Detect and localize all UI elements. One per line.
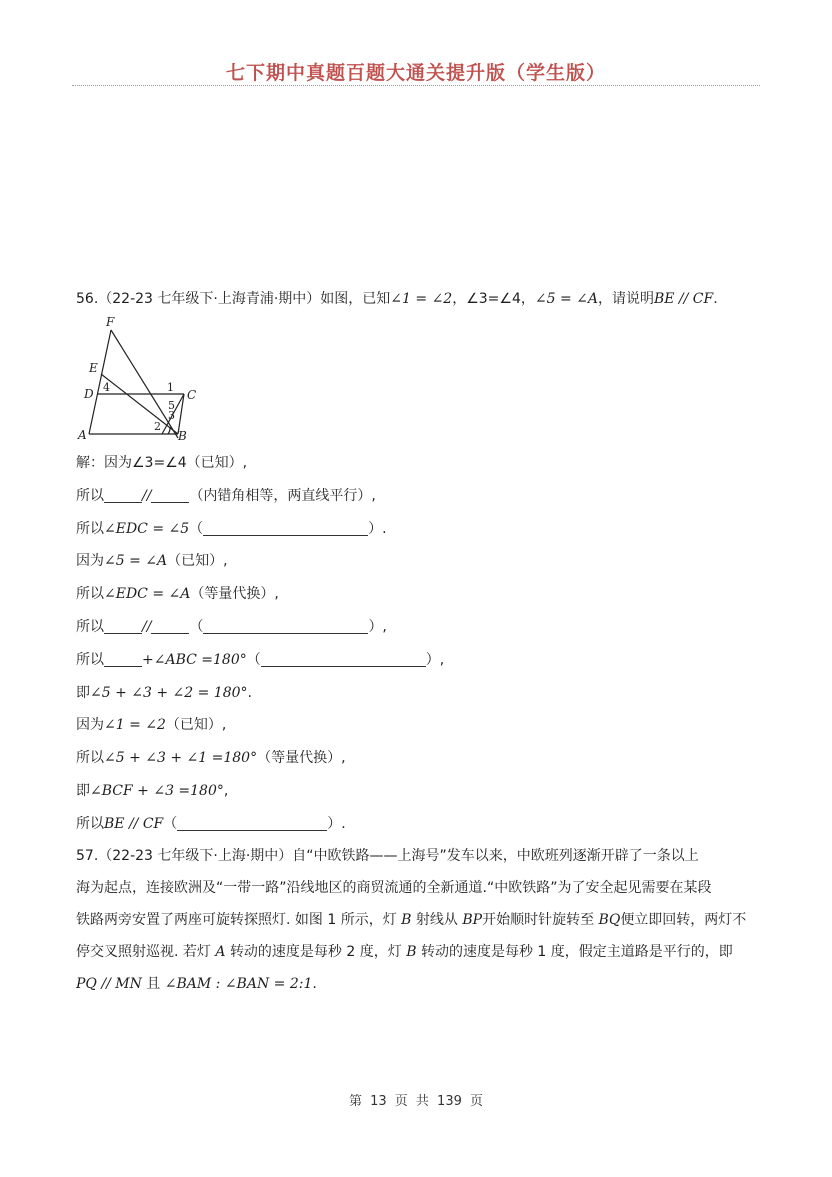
angle-label-4: 4 xyxy=(103,381,110,394)
s8-prefix: 即 xyxy=(76,685,90,701)
label-B: B xyxy=(178,429,187,443)
s7-open: （ xyxy=(246,652,261,668)
answer-blank[interactable] xyxy=(104,487,142,503)
s11-prefix: 即 xyxy=(76,783,90,799)
q57-l4-c: 转动的速度是每秒 2 度，灯 xyxy=(229,944,402,960)
s12-prefix: 所以 xyxy=(76,816,104,832)
s8-suffix: . xyxy=(247,685,252,701)
s12-close: ）. xyxy=(327,816,346,832)
s2-suffix: （内错角相等，两直线平行）, xyxy=(189,488,376,504)
answer-blank[interactable] xyxy=(151,487,189,503)
page-header-title: 七下期中真题百题大通关提升版（学生版） xyxy=(225,62,606,84)
q57-l4-d: B xyxy=(406,944,417,960)
s3-open: （ xyxy=(189,521,204,537)
q57-l4-a: 停交叉照射巡视. 若灯 xyxy=(76,944,211,960)
solution-line-9 xyxy=(76,715,226,735)
label-C: C xyxy=(187,388,197,402)
s7-close: ）, xyxy=(425,652,445,668)
s2-prefix: 所以 xyxy=(76,488,104,504)
q57-l5-a: PQ // MN xyxy=(76,976,142,992)
answer-blank[interactable] xyxy=(104,618,142,634)
s8-math: ∠5 + ∠3 + ∠2 = 180° xyxy=(90,685,248,701)
q56-given-1: ∠1 = ∠2 xyxy=(390,291,453,307)
label-F: F xyxy=(106,316,115,329)
s10-prefix: 所以 xyxy=(76,750,104,766)
q56-sep-1: ， xyxy=(452,291,467,307)
s11-math: ∠BCF + ∠3 =180° xyxy=(90,783,224,799)
s9-math: ∠1 = ∠2 xyxy=(104,717,166,733)
q57-l3-f: BQ xyxy=(598,912,621,928)
answer-blank[interactable] xyxy=(261,651,426,667)
q57-line-5 xyxy=(76,968,766,1000)
s12-math: BE // CF xyxy=(104,816,164,832)
solution-line-4 xyxy=(76,551,228,571)
q57-line-4 xyxy=(76,936,766,968)
answer-blank[interactable] xyxy=(203,520,368,536)
q56-stem xyxy=(76,289,718,309)
label-A: A xyxy=(78,428,87,442)
s3-close: ）. xyxy=(368,521,387,537)
s4-math: ∠5 = ∠A xyxy=(104,553,168,569)
s5-math: ∠EDC = ∠A xyxy=(104,586,191,602)
angle-label-1: 1 xyxy=(167,381,174,394)
answer-blank[interactable] xyxy=(203,618,368,634)
q57-line-2: 海为起点，连接欧洲及“一带一路”沿线地区的商贸流通的全新通道.“中欧铁路”为了安全起见需要在某段 xyxy=(76,880,712,896)
angle-label-3: 3 xyxy=(168,409,175,422)
s4-prefix: 因为 xyxy=(76,553,104,569)
q57-l5-b: 且 xyxy=(146,976,161,992)
q57-l3-b: B xyxy=(401,912,412,928)
q57-line-3 xyxy=(76,904,766,936)
s3-prefix: 所以 xyxy=(76,521,104,537)
q57-l5-d: . xyxy=(312,976,317,992)
s5-prefix: 所以 xyxy=(76,586,104,602)
q57-paragraph xyxy=(76,840,766,1000)
s11-suffix: , xyxy=(223,783,229,799)
q56-target: BE // CF xyxy=(653,291,714,307)
solution-line-11 xyxy=(76,781,228,801)
solution-line-5 xyxy=(76,584,279,604)
s6-open: （ xyxy=(189,619,204,635)
label-E: E xyxy=(89,361,98,375)
answer-blank[interactable] xyxy=(104,651,142,667)
geometry-figure xyxy=(70,316,210,446)
s10-math: ∠5 + ∠3 + ∠1 =180° xyxy=(104,750,258,766)
q57-l3-e: 开始顺时针旋转至 xyxy=(482,912,595,928)
solution-line-2 xyxy=(76,486,376,506)
s6-close: ）, xyxy=(368,619,387,635)
s10-suffix: （等量代换）, xyxy=(257,750,346,766)
solution-line-3 xyxy=(76,519,387,539)
solution-line-8 xyxy=(76,683,252,703)
solution-line-7 xyxy=(76,650,444,670)
answer-blank[interactable] xyxy=(151,618,189,634)
q56-end: . xyxy=(713,291,718,307)
q57-l5-c: ∠BAM : ∠BAN = 2:1 xyxy=(164,976,313,992)
q57-l4-e: 转动的速度是每秒 1 度，假定主道路是平行的，即 xyxy=(420,944,733,960)
q57-l3-a: 铁路两旁安置了两座可旋转探照灯. 如图 1 所示，灯 xyxy=(76,912,397,928)
s1-suffix: （已知）, xyxy=(186,455,248,471)
s3-math: ∠EDC = ∠5 xyxy=(104,521,190,537)
q56-stem-prefix: 56.（22-23 七年级下·上海青浦·期中）如图，已知 xyxy=(76,291,391,307)
label-D: D xyxy=(84,387,94,401)
q57-l3-d: BP xyxy=(462,912,483,928)
page-footer: 第 13 页 共 139 页 xyxy=(348,1094,484,1109)
q57-l4-b: A xyxy=(215,944,226,960)
q57-line-1: 57.（22-23 七年级下·上海·期中）自“中欧铁路——上海号”发车以来，中欧班列逐渐开辟了一条以上 xyxy=(76,848,699,864)
q57-l3-g: 便立即回转，两灯不 xyxy=(620,912,747,928)
s5-suffix: （等量代换）, xyxy=(190,586,279,602)
q56-sep-2: ， xyxy=(520,291,535,307)
angle-arc-2 xyxy=(168,427,170,434)
s9-prefix: 因为 xyxy=(76,717,104,733)
solution-line-1 xyxy=(76,453,247,473)
geometry-figure-svg xyxy=(70,316,210,446)
solution-line-6 xyxy=(76,617,387,637)
s7-prefix: 所以 xyxy=(76,652,104,668)
s1-math: ∠3=∠4 xyxy=(132,455,187,471)
answer-blank[interactable] xyxy=(177,815,327,831)
q56-mid: ，请说明 xyxy=(597,291,654,307)
s1-prefix: 解：因为 xyxy=(76,455,132,471)
s6-prefix: 所以 xyxy=(76,619,104,635)
solution-line-12 xyxy=(76,814,346,834)
header-divider xyxy=(72,85,760,86)
s12-open: （ xyxy=(163,816,178,832)
q57-l3-c: 射线从 xyxy=(415,912,458,928)
s6-parallel: // xyxy=(142,619,152,635)
s7-math: +∠ABC =180° xyxy=(142,652,247,668)
angle-label-2: 2 xyxy=(154,420,161,433)
q56-given-3: ∠5 = ∠A xyxy=(534,291,598,307)
solution-line-10 xyxy=(76,748,346,768)
s2-parallel: // xyxy=(142,488,152,504)
q56-given-2: ∠3=∠4 xyxy=(466,291,521,307)
s4-suffix: （已知）, xyxy=(167,553,228,569)
angle-label-5: 5 xyxy=(168,399,175,412)
s9-suffix: （已知）, xyxy=(165,717,227,733)
